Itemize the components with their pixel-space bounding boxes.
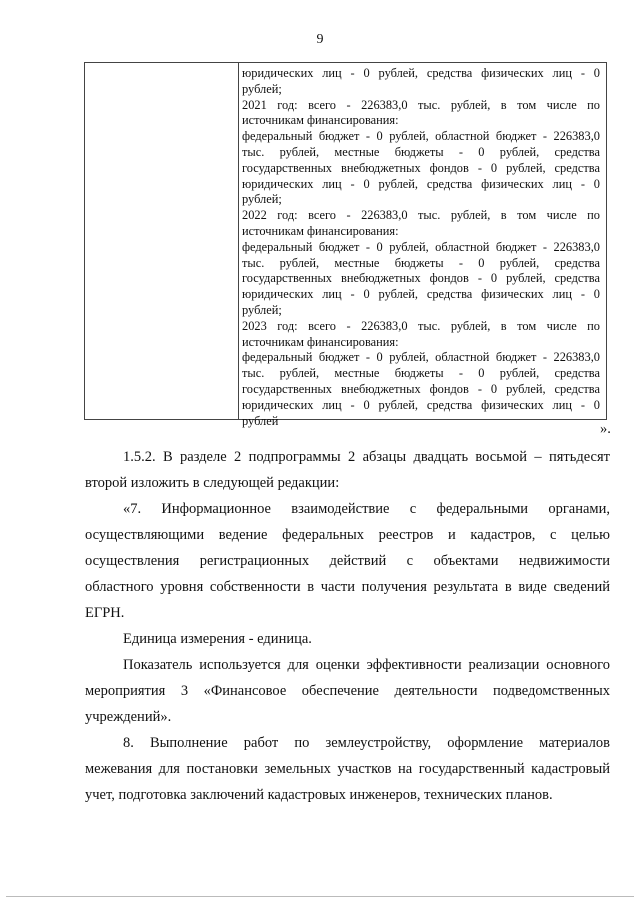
paragraph-line: межевания для постановки земельных участков на государственный кадастровый	[85, 761, 610, 777]
page-bottom-edge	[6, 896, 634, 897]
table-cell-line: юридических лиц - 0 рублей, средства физических лиц - 0	[242, 66, 600, 80]
table-cell-line: источникам финансирования:	[242, 223, 399, 238]
table-cell-line: юридических лиц - 0 рублей, средства физических лиц - 0	[242, 397, 600, 412]
paragraph-line: второй изложить в следующей редакции:	[85, 475, 340, 491]
table-cell-line: источникам финансирования:	[242, 113, 399, 128]
table-cell-line: рублей;	[242, 302, 282, 317]
financing-table-cell	[242, 66, 600, 429]
paragraph-line: учет, подготовка заключений кадастровых инженеров, технических планов.	[85, 787, 553, 803]
page-number: 9	[316, 32, 324, 47]
table-cell-line: тыс. рублей, местные бюджеты - 0 рублей, средства	[242, 144, 600, 159]
table-cell-line: источникам финансирования:	[242, 334, 399, 349]
paragraph-line: осуществляющими ведение федеральных реестров и кадастров, с целью	[85, 527, 610, 543]
table-cell-line: государственных внебюджетных фондов - 0 рублей, средства	[242, 271, 600, 286]
paragraph-8	[85, 730, 610, 808]
table-column-divider	[238, 63, 239, 419]
paragraph-line: 8. Выполнение работ по землеустройству, оформление материалов	[123, 735, 610, 751]
indicator-paragraph	[85, 652, 610, 730]
paragraph-line: Единица измерения - единица.	[123, 631, 312, 647]
table-cell-line: рублей	[242, 413, 279, 428]
table-cell-line: 2022 год: всего - 226383,0 тыс. рублей, в том числе по	[242, 208, 600, 223]
paragraph-line: ЕГРН.	[85, 605, 125, 621]
paragraph-line: учреждений».	[85, 709, 172, 725]
paragraph-line: областного уровня собственности в части получения результата в виде сведений	[85, 579, 610, 595]
unit-paragraph	[85, 626, 610, 652]
paragraph-line: 1.5.2. В разделе 2 подпрограммы 2 абзацы двадцать восьмой – пятьдесят	[123, 449, 610, 465]
table-cell-line: федеральный бюджет - 0 рублей, областной бюджет - 226383,0	[242, 129, 600, 144]
table-cell-line: федеральный бюджет - 0 рублей, областной бюджет - 226383,0	[242, 239, 600, 254]
table-cell-line: рублей;	[242, 192, 282, 207]
table-cell-line: юридических лиц - 0 рублей, средства физических лиц - 0	[242, 176, 600, 191]
table-cell-line: 2021 год: всего - 226383,0 тыс. рублей, в том числе по	[242, 97, 600, 112]
table-cell-line: 2023 год: всего - 226383,0 тыс. рублей, в том числе по	[242, 318, 600, 333]
table-cell-line: федеральный бюджет - 0 рублей, областной бюджет - 226383,0	[242, 350, 600, 365]
table-cell-line: тыс. рублей, местные бюджеты - 0 рублей, средства	[242, 255, 600, 270]
paragraph-1-5-2	[85, 444, 610, 496]
paragraph-line: мероприятия 3 «Финансовое обеспечение деятельности подведомственных	[85, 683, 610, 699]
table-cell-line: государственных внебюджетных фондов - 0 рублей, средства	[242, 160, 600, 175]
table-cell-line: рублей;	[242, 81, 282, 96]
table-cell-line: тыс. рублей, местные бюджеты - 0 рублей, средства	[242, 366, 600, 381]
closing-quote: ».	[600, 421, 611, 437]
paragraph-line: «7. Информационное взаимодействие с федеральными органами,	[123, 501, 610, 517]
paragraph-7	[85, 496, 610, 626]
financing-table	[84, 62, 607, 428]
table-cell-line: юридических лиц - 0 рублей, средства физических лиц - 0	[242, 287, 600, 302]
paragraph-line: осуществления регистрационных действий с объектами недвижимости	[85, 553, 610, 569]
table-cell-line: государственных внебюджетных фондов - 0 рублей, средства	[242, 381, 600, 396]
paragraph-line: Показатель используется для оценки эффективности реализации основного	[123, 657, 610, 673]
